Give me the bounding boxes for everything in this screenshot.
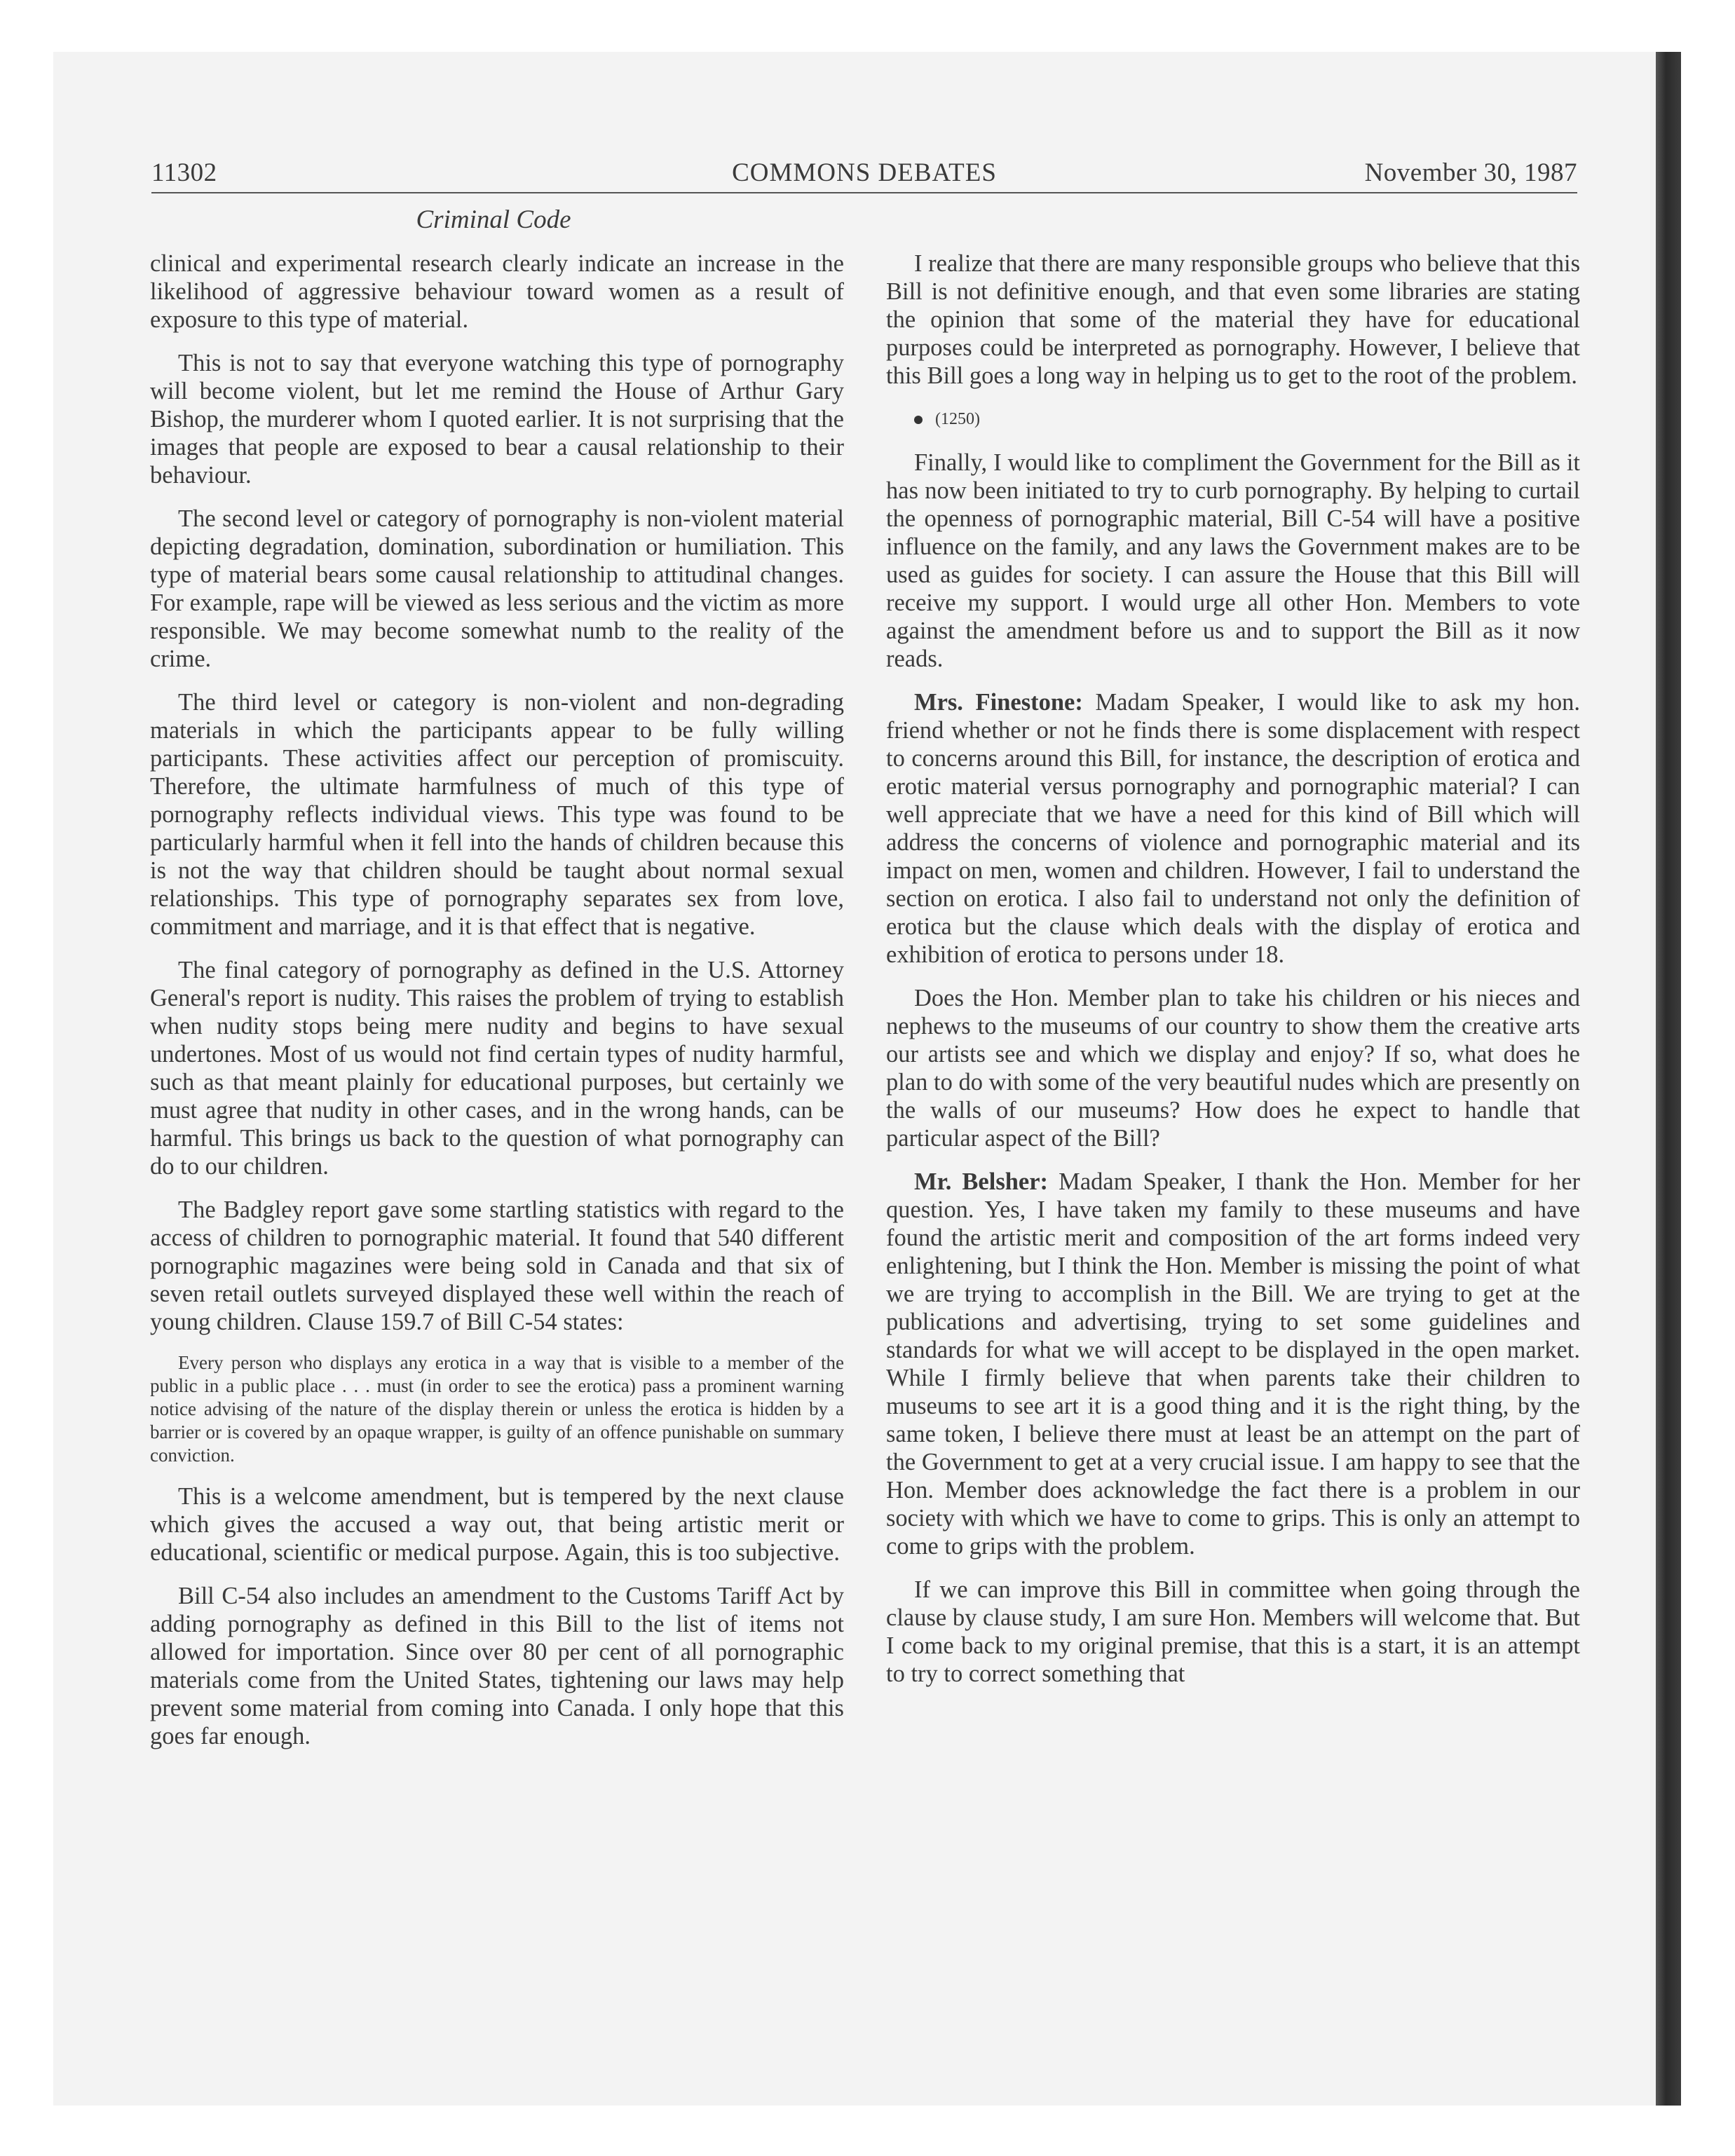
paragraph: The second level or category of pornography is non-violent material depicting degradation, domination, subordination or humiliation. This type of material bears some causal relationship to attitudinal changes. For example, rape will be viewed as less serious and the victim as more responsible. We may become somewhat numb to the reality of the crime. [150, 505, 844, 672]
block-quote: Every person who displays any erotica in a way that is visible to a member of the public in a public place . . . must (in order to see the erotica) pass a prominent warning notice advising of the nature of the display therein or unless the erotica is hidden by a barrier or is covered by an opaque wrapper, is guilty of an offence punishable on summary conviction. [150, 1352, 844, 1466]
speech-paragraph [886, 688, 1580, 969]
paragraph: I realize that there are many responsible groups who believe that this Bill is not definitive enough, and that even some libraries are stating the opinion that some of the material they have for educational purposes could be interpreted as pornography. However, I believe that this Bill goes a long way in helping us to get to the root of the problem. [886, 250, 1580, 389]
section-title: Criminal Code [416, 205, 571, 234]
paragraph: Finally, I would like to compliment the Government for the Bill as it has now been initiated to try to curb pornography. By helping to curtail the openness of pornographic material, Bill C-54 will have a positive influence on the family, and any laws the Government makes are to be used as guides for society. I can assure the House that this Bill will receive my support. I would urge all other Hon. Members to vote against the amendment before us and to support the Bill as it now reads. [886, 449, 1580, 672]
paragraph: clinical and experimental research clearly indicate an increase in the likelihood of aggressive behaviour toward women as a result of exposure to this type of material. [150, 250, 844, 333]
page-number: 11302 [151, 158, 217, 187]
paragraph: The final category of pornography as defined in the U.S. Attorney General's report is nudity. This raises the problem of trying to establish when nudity stops being mere nudity and begins to have sexual undertones. Most of us would not find certain types of nudity harmful, such as that meant plainly for educational purposes, but certainly we must agree that nudity in other cases, and in the wrong hands, can be harmful. This brings us back to the question of what pornography can do to our children. [150, 957, 844, 1180]
speaker-name: Mr. Belsher: [914, 1168, 1049, 1195]
paragraph: If we can improve this Bill in committee when going through the clause by clause study, I am sure Hon. Members will welcome that. But I come back to my original premise, that this is a start, it is an attempt to try to correct something that [886, 1576, 1580, 1687]
speech-paragraph [886, 1168, 1580, 1560]
speaker-name: Mrs. Finestone: [914, 689, 1083, 716]
paragraph: Does the Hon. Member plan to take his children or his nieces and nephews to the museums of our country to show them the creative arts our artists see and which we display and enjoy? If so, what does he plan to do with some of the very beautiful nudes which are presently on the walls of our museums? How does he expect to handle that particular aspect of the Bill? [886, 985, 1580, 1152]
right-column [886, 250, 1580, 1703]
paragraph: This is not to say that everyone watching this type of pornography will become violent, but let me remind the House of Arthur Gary Bishop, the murderer whom I quoted earlier. It is not surprising that the images that people are exposed to bear a causal relationship to their behaviour. [150, 350, 844, 489]
paragraph: The Badgley report gave some startling statistics with regard to the access of children to pornographic material. It found that 540 different pornographic magazines were being sold in Canada and that six of seven retail outlets surveyed displayed these well within the reach of young children. Clause 159.7 of Bill C-54 states: [150, 1196, 844, 1335]
bullet-icon [914, 416, 923, 424]
journal-title: COMMONS DEBATES [732, 158, 997, 187]
scan-edge-shadow [1656, 52, 1681, 2106]
journal-date: November 30, 1987 [1364, 158, 1577, 187]
paragraph: The third level or category is non-violent and non-degrading materials in which the participants appear to be fully willing participants. These activities affect our perception of promiscuity. Therefore, the ultimate harmfulness of much of this type of pornography reflects individual views. This type was found to be particularly harmful when it fell into the hands of children because this is not the way that children should be taught about normal sexual relationships. This type of pornography separates sex from love, commitment and marriage, and it is that effect that is negative. [150, 689, 844, 940]
paragraph: This is a welcome amendment, but is tempered by the next clause which gives the accused a way out, that being artistic merit or educational, scientific or medical purpose. Again, this is too subjective. [150, 1483, 844, 1566]
paragraph: Bill C-54 also includes an amendment to the Customs Tariff Act by adding pornography as defined in this Bill to the list of items not allowed for importation. Since over 80 per cent of all pornographic materials come from the United States, tightening our laws may help prevent some material from coming into Canada. I only hope that this goes far enough. [150, 1583, 844, 1749]
time-marker [886, 405, 1580, 433]
running-header [151, 154, 1577, 193]
speech-text: Madam Speaker, I would like to ask my hon. friend whether or not he finds there is some displacement with respect to concerns around this Bill, for instance, the description of erotica and erotic material versus pornography and pornographic material? I can well appreciate that we have a need for this kind of Bill which will address the concerns of violence and pornographic material and its impact on men, women and children. However, I fail to understand the section on erotica. I also fail to understand not only the definition of erotica but the clause which deals with the display of erotica and exhibition of erotica to persons under 18. [886, 689, 1580, 968]
left-column [150, 250, 844, 1766]
speech-text: Madam Speaker, I thank the Hon. Member for her question. Yes, I have taken my family to these museums and have found the artistic merit and composition of the art forms indeed very enlightening, but I think the Hon. Member is missing the point of what we are trying to accomplish in the Bill. We are trying to get at the publications and advertising, trying to set some guidelines and standards for what we will accept to be displayed in the open market. While I firmly believe that when parents take their children to museums to see art it is a good thing and it is the right thing, by the same token, I believe there must at least be an attempt on the part of the Government to get at a very crucial issue. I am happy to see that the Hon. Member does acknowledge the fact there is a problem in our society with which we have to come to grips. This is only an attempt to come to grips with the problem. [886, 1168, 1580, 1560]
time-marker-label: (1250) [935, 410, 980, 428]
